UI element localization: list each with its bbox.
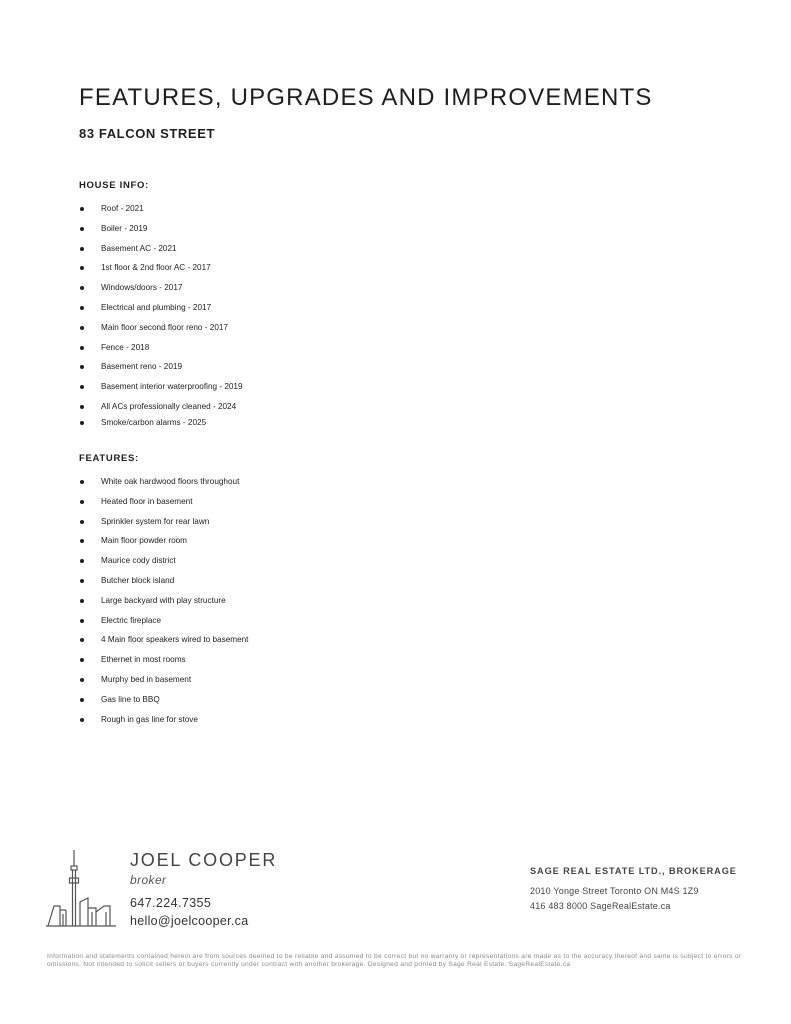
list-item: 4 Main floor speakers wired to basement xyxy=(79,634,248,654)
brokerage-name: SAGE REAL ESTATE LTD., BROKERAGE xyxy=(530,866,737,876)
list-item: Murphy bed in basement xyxy=(79,674,248,694)
features-heading: FEATURES: xyxy=(79,453,139,464)
list-item: Fence - 2018 xyxy=(79,342,243,362)
list-item: Electrical and plumbing - 2017 xyxy=(79,302,243,322)
brokerage-address: 2010 Yonge Street Toronto ON M4S 1Z9 xyxy=(530,886,699,896)
list-item: Butcher block island xyxy=(79,575,248,595)
agent-email: hello@joelcooper.ca xyxy=(130,914,249,928)
list-item: Boiler - 2019 xyxy=(79,223,243,243)
city-skyline-icon xyxy=(46,848,118,930)
list-item: Roof - 2021 xyxy=(79,203,243,223)
list-item: Windows/doors - 2017 xyxy=(79,282,243,302)
agent-role: broker xyxy=(130,873,167,887)
list-item: Rough in gas line for stove xyxy=(79,714,248,734)
brokerage-contact: 416 483 8000 SageRealEstate.ca xyxy=(530,901,671,911)
list-item: Smoke/carbon alarms - 2025 xyxy=(79,417,243,437)
list-item: Gas line to BBQ xyxy=(79,694,248,714)
list-item: Large backyard with play structure xyxy=(79,595,248,615)
list-item: Ethernet in most rooms xyxy=(79,654,248,674)
property-address: 83 FALCON STREET xyxy=(79,126,216,141)
list-item: Main floor powder room xyxy=(79,535,248,555)
list-item: Main floor second floor reno - 2017 xyxy=(79,322,243,342)
list-item: Sprinkler system for rear lawn xyxy=(79,516,248,536)
house-info-heading: HOUSE INFO: xyxy=(79,180,149,191)
page-title: FEATURES, UPGRADES AND IMPROVEMENTS xyxy=(79,84,653,111)
list-item: Basement AC - 2021 xyxy=(79,243,243,263)
list-item: Basement interior waterproofing - 2019 xyxy=(79,381,243,401)
list-item: White oak hardwood floors throughout xyxy=(79,476,248,496)
agent-phone: 647.224.7355 xyxy=(130,896,212,910)
features-list xyxy=(79,476,248,733)
list-item: All ACs professionally cleaned - 2024 xyxy=(79,401,243,418)
list-item: 1st floor & 2nd floor AC - 2017 xyxy=(79,262,243,282)
house-info-list xyxy=(79,203,243,437)
list-item: Basement reno - 2019 xyxy=(79,361,243,381)
list-item: Electric fireplace xyxy=(79,615,248,635)
list-item: Heated floor in basement xyxy=(79,496,248,516)
agent-name: JOEL COOPER xyxy=(130,850,278,870)
list-item: Maurice cody district xyxy=(79,555,248,575)
disclaimer: Information and statements contained herein are from sources deemed to be reliable and assumed to be correct but no warranty or representations are made as to the accuracy thereof and same is subject to errors or omissions. Not intended to solicit sellers or buyers currently under contract with another brokerage. Designed and printed by Sage Real Estate. SageRealEstate.ca xyxy=(47,953,742,969)
